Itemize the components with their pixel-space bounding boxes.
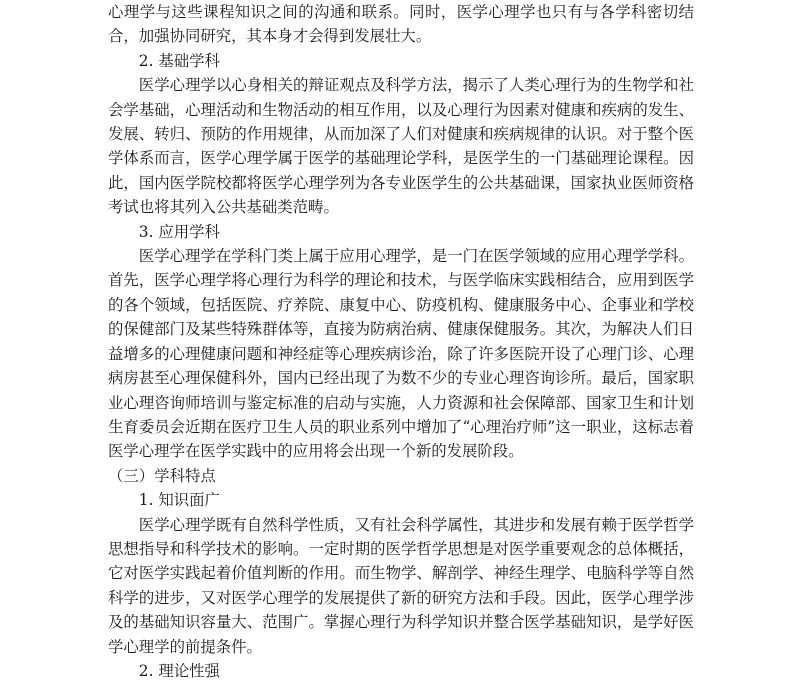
- section-heading-characteristics: （三）学科特点: [108, 466, 216, 485]
- paragraph-continued: 心理学与这些课程知识之间的沟通和联系。同时，医学心理学也只有与各学科密切结合，加强协同研究，其本身才会得到发展壮大。: [108, 3, 694, 46]
- heading-broad-knowledge: 1. 知识面广: [138, 491, 220, 510]
- heading-basic-discipline: 2. 基础学科: [138, 51, 220, 70]
- paragraph-basic-discipline: 医学心理学以心身相关的辩证观点及科学方法，揭示了人类心理行为的生物学和社会学基础，心理活动和生物活动的相互作用，以及心理行为因素对健康和疾病的发生、发展、转归、预防的作用规律，从而加深了人们对健康和疾病规律的认识。对于整个医学体系而言，医学心理学属于医学的基础理论学科，是医学生的一门基础理论课程。因此，国内医学院校都将医学心理学列为各专业医学生的公共基础课，国家执业医师资格考试也将其列入公共基础类范畴。: [108, 76, 694, 217]
- heading-strong-theory: 2. 理论性强: [138, 661, 220, 680]
- document-page: [108, 0, 694, 683]
- heading-applied-discipline: 3. 应用学科: [138, 222, 220, 241]
- paragraph-applied-discipline: 医学心理学在学科门类上属于应用心理学，是一门在医学领域的应用心理学学科。首先，医学心理学将心理行为科学的理论和技术，与医学临床实践相结合，应用到医学的各个领域，包括医院、疗养院、康复中心、防疫机构、健康服务中心、企事业和学校的保健部门及某些特殊群体等，直接为防病治病、健康保健服务。其次，为解决人们日益增多的心理健康问题和神经症等心理疾病诊治，除了许多医院开设了心理门诊、心理病房甚至心理保健科外，国内已经出现了为数不少的专业心理咨询诊所。最后，国家职业心理咨询师培训与鉴定标准的启动与实施，人力资源和社会保障部、国家卫生和计划生育委员会近期在医疗卫生人员的职业系列中增加了“心理治疗师”这一职业，这标志着医学心理学在医学实践中的应用将会出现一个新的发展阶段。: [108, 247, 694, 461]
- paragraph-broad-knowledge: 医学心理学既有自然科学性质，又有社会科学属性，其进步和发展有赖于医学哲学思想指导和科学技术的影响。一定时期的医学哲学思想是对医学重要观念的总体概括，它对医学实践起着价值判断的作用。而生物学、解剖学、神经生理学、电脑科学等自然科学的进步，又对医学心理学的发展提供了新的研究方法和手段。因此，医学心理学涉及的基础知识容量大、范围广。掌握心理行为科学知识并整合医学基础知识，是学好医学心理学的前提条件。: [108, 515, 694, 656]
